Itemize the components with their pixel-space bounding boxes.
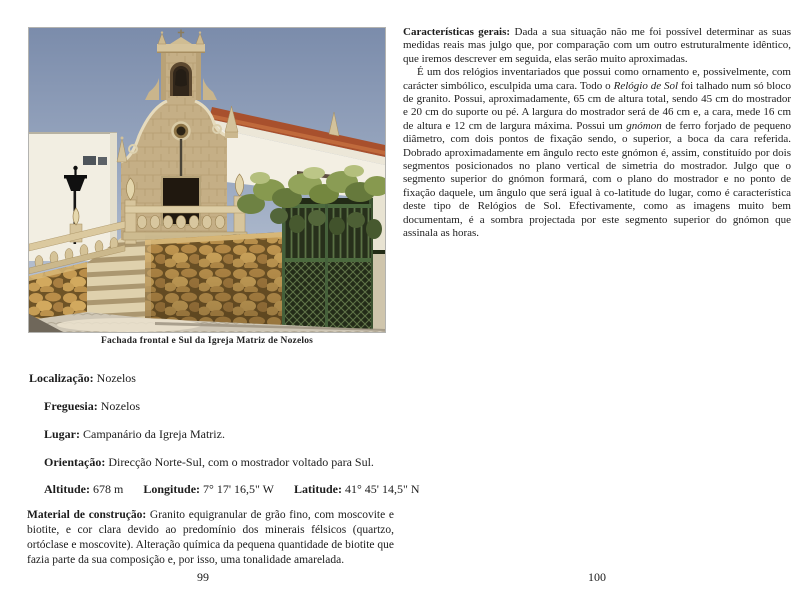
page-number-left: 99 bbox=[197, 570, 209, 584]
paragraph-caracteristicas bbox=[403, 26, 791, 66]
paragraph-text: Dada a sua situação não me foi possível determinar as suas medidas reais mas julgo que, por comparação com um outro estruturalmente idêntico, que iremos descrever em seguida, elas serão muito aproximadas. bbox=[403, 26, 792, 65]
right-page-text bbox=[403, 26, 791, 241]
geo-coordinates-row bbox=[44, 482, 437, 497]
italic-term: Relógio de Sol bbox=[613, 79, 679, 92]
page-number-right: 100 bbox=[588, 570, 606, 584]
field-value: Nozelos bbox=[100, 399, 141, 413]
italic-term: gnómon bbox=[626, 119, 662, 132]
paragraph-label: Características gerais: bbox=[403, 26, 511, 38]
field-value: Nozelos bbox=[96, 371, 136, 385]
field-label: Orientação: bbox=[44, 455, 106, 469]
longitude-label: Longitude: bbox=[143, 482, 201, 496]
altitude-label: Altitude: bbox=[44, 482, 90, 496]
field-localizacao bbox=[29, 371, 136, 386]
field-label: Lugar: bbox=[44, 427, 80, 441]
latitude bbox=[294, 482, 420, 496]
garden-gate bbox=[282, 188, 385, 332]
field-value: Direcção Norte-Sul, com o mostrador voltado para Sul. bbox=[108, 455, 374, 469]
material-label: Material de construção: bbox=[27, 509, 147, 521]
paragraph-segment: de ferro forjado de pequeno diâmetro, com dois pontos de fixação sendo, o superior, a boca da cara referida. Dobrado aproximadamente em ângulo recto este gnómon é, assim, constituído por dois segmentos posicionados no plano vertical de simetria do mostrador. Julgo que o segmento superior do gnómon formará, com o plano do mostrador e no ponto de fixação daquele, um ângulo que será igual à co-latitude do lugar, como é característica deste tipo de Relógios de Sol. Efectivamente, como as imagens muito bem documentam, é a sombra projectada por este segmento superior do gnómon que assinala as horas. bbox=[403, 119, 791, 240]
latitude-label: Latitude: bbox=[294, 482, 342, 496]
longitude-value: 7° 17' 16,5" W bbox=[203, 482, 274, 496]
latitude-value: 41° 45' 14,5" N bbox=[345, 482, 420, 496]
paragraph-segment: foi talhado num só bloco de granito. Possui, aproximadamente, 65 cm de altura total, sendo 45 cm do mostrador e 20 cm do suporte ou pé. A largura do mostrador será de 46 cm e, a cara, mede 16 cm de altura e 12 cm de largura máxima. Possui um bbox=[403, 79, 792, 132]
field-lugar bbox=[44, 427, 225, 442]
field-orientacao bbox=[44, 455, 374, 470]
material-text: Granito equigranular de grão fino, com moscovite e biotite, e cor clara devido ao predomínio dos minerais félsicos (quartzo, ortóclase e moscovite). Alteração química da pequena quantidade de biotite que fazia parte da sua composição e, por isso, uma tonalidade amarelada. bbox=[27, 509, 394, 566]
altitude bbox=[44, 482, 123, 496]
stone-wall bbox=[145, 232, 285, 332]
paragraph-descricao bbox=[403, 66, 791, 240]
material-paragraph bbox=[27, 508, 394, 568]
church-photo bbox=[28, 27, 386, 333]
longitude bbox=[143, 482, 274, 496]
field-value: Campanário da Igreja Matriz. bbox=[83, 427, 225, 441]
field-label: Freguesia: bbox=[44, 399, 98, 413]
paragraph-segment: É um dos relógios inventariados que possui como ornamento e, possivelmente, com carácter simbólico, esculpida uma cara. Todo o bbox=[403, 66, 791, 92]
photo-caption: Fachada frontal e Sul da Igreja Matriz de Nozelos bbox=[100, 336, 314, 346]
field-label: Localização: bbox=[29, 371, 94, 385]
field-freguesia bbox=[44, 399, 140, 414]
church-photo-illustration bbox=[29, 28, 385, 332]
altitude-value: 678 m bbox=[93, 482, 124, 496]
